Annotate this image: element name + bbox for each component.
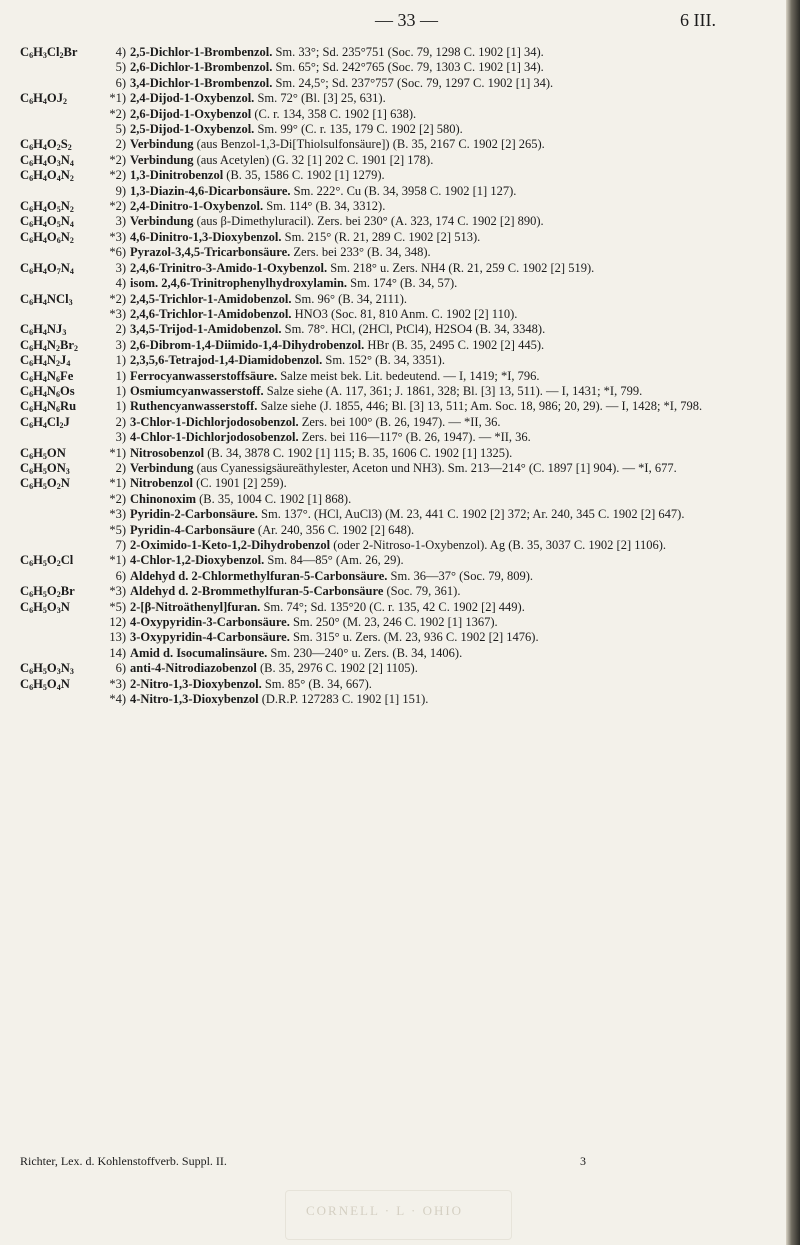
item-number: *3) [109,676,126,691]
item-number: 3) [115,337,126,352]
formula-entry [20,399,765,414]
compound-name: 2-Oximido-1-Keto-1,2-Dihydrobenzol [130,538,331,552]
compound-item [100,307,765,322]
compound-name: 2,6-Dichlor-1-Brombenzol. [130,60,273,75]
item-number: *2) [109,199,126,214]
item-number: *2) [109,291,126,306]
compound-item [100,446,765,461]
compound-details: Salze meist bek. Lit. bedeutend. — I, 1419; *I, 796. [277,368,540,383]
compound-item [100,600,765,615]
formula-entry [20,168,765,199]
formula-entry [20,91,765,137]
compound-details: (Soc. 79, 361). [383,584,461,599]
compound-item [100,384,765,399]
compound-details: Sm. 78°. HCl, (2HCl, PtCl4), H2SO4 (B. 34, 3348). [281,322,546,337]
compound-name: 2-Nitro-1,3-Dioxybenzol. [130,676,262,691]
compound-details: (aus Cyanessigsäureäthylester, Aceton und NH3). Sm. 213—214° (C. 1897 [1] 904). — *I, 677. [193,460,677,475]
item-number: 1) [115,353,126,368]
formula-entry [20,369,765,384]
page-number: — 33 — [375,10,438,30]
item-number: 1) [115,368,126,383]
molecular-formula: $C_6H_5O_2Br$ [20,584,75,600]
compound-item [100,292,765,307]
compound-item [100,261,765,276]
compound-item [100,646,765,661]
molecular-formula: $C_6H_4OJ_2$ [20,91,67,107]
item-number: 1) [115,383,126,398]
molecular-formula: $C_6H_5O_3N$ [20,599,70,615]
compound-name: 2,4,5-Trichlor-1-Amidobenzol. [130,291,292,306]
molecular-formula: $C_6H_3Cl_2Br$ [20,45,78,60]
compound-details: (C. r. 134, 358 C. 1902 [1] 638). [251,106,417,121]
compound-details: Sm. 137°. (HCl, AuCl3) (M. 23, 441 C. 1902 [2] 372; Ar. 240, 345 C. 1902 [2] 647). [257,507,685,522]
compound-details: Sm. 315° u. Zers. (M. 23, 936 C. 1902 [2] 1476). [289,630,539,645]
compound-item [100,492,765,507]
compound-name: Pyrazol-3,4,5-Tricarbonsäure. [130,245,291,260]
page-header [0,6,800,36]
compound-item [100,399,765,414]
compound-details: Zers. bei 116—117° (B. 26, 1947). — *II, 36. [298,430,531,445]
molecular-formula: $C_6H_4NJ_3$ [20,322,67,338]
compound-details: (B. 35, 1004 C. 1902 [1] 868). [196,491,352,506]
compound-name: 2,3,5,6-Tetrajod-1,4-Diamidobenzol. [130,353,323,368]
formula-entry [20,292,765,323]
compound-details: Sm. 230—240° u. Zers. (B. 34, 1406). [267,645,463,660]
molecular-formula: $C_6H_4O_3N_4$ [20,152,74,168]
compound-name: 4-Oxypyridin-3-Carbonsäure. [130,615,290,630]
item-number: 9) [115,183,126,198]
item-number: 3) [115,214,126,229]
formula-entry [20,476,765,553]
compound-details: (C. 1901 [2] 259). [192,476,287,491]
compound-name: Verbindung [130,152,194,167]
item-number: *1) [109,91,126,106]
molecular-formula: $C_6H_4O_6N_2$ [20,229,74,245]
compound-details: HNO3 (Soc. 81, 810 Anm. C. 1902 [2] 110). [291,306,518,321]
formula-entry [20,661,765,676]
item-number: 3) [115,430,126,445]
compound-name: Nitrobenzol [130,476,193,491]
compound-item [100,122,765,137]
compound-details: Sm. 152° (B. 34, 3351). [322,353,445,368]
compound-details: Sm. 72° (Bl. [3] 25, 631). [254,91,386,106]
compound-name: 2,4-Dinitro-1-Oxybenzol. [130,199,264,214]
molecular-formula: $C_6H_5O_3N_3$ [20,661,74,677]
compound-name: Pyridin-4-Carbonsäure [130,522,255,537]
item-number: *1) [109,445,126,460]
compound-details: Sm. 218° u. Zers. NH4 (R. 21, 259 C. 1902 [2] 519). [327,260,595,275]
item-number: 13) [109,630,126,645]
compound-details: HBr (B. 35, 2495 C. 1902 [2] 445). [364,337,545,352]
molecular-formula: $C_6H_4N_6Fe$ [20,368,74,384]
compound-item [100,615,765,630]
compound-item [100,60,765,75]
molecular-formula: $C_6H_4O_2S_2$ [20,137,72,153]
item-number: *5) [109,599,126,614]
item-number: *2) [109,106,126,121]
item-number: 5) [115,60,126,75]
compound-name: 2,4-Dijod-1-Oxybenzol. [130,91,255,106]
stamp-text: CORNELL · L · OHIO [306,1203,464,1218]
compound-name: 3-Oxypyridin-4-Carbonsäure. [130,630,290,645]
compound-item [100,353,765,368]
compound-name: Verbindung [130,137,194,152]
page-edge-shadow [786,0,800,1245]
compound-name: 3,4,5-Trijod-1-Amidobenzol. [130,322,282,337]
compound-details: Salze siehe (A. 117, 361; J. 1861, 328; Bl. [3] 13, 511). — I, 1431; *I, 799. [263,383,643,398]
compound-name: 2,4,6-Trinitro-3-Amido-1-Oxybenzol. [130,260,328,275]
compound-name: 3,4-Dichlor-1-Brombenzol. [130,75,273,90]
formula-entry [20,137,765,152]
item-number: 2) [115,322,126,337]
compound-name: 4-Nitro-1,3-Dioxybenzol [130,692,259,707]
compound-details: Sm. 114° (B. 34, 3312). [263,199,386,214]
item-number: 3) [115,260,126,275]
compound-name: Amid d. Isocumalinsäure. [130,645,268,660]
compound-name: 4-Chlor-1-Dichlorjodosobenzol. [130,430,299,445]
compound-item [100,276,765,291]
compound-item [100,45,765,60]
compound-item [100,168,765,183]
compound-details: (B. 34, 3878 C. 1902 [1] 115; B. 35, 1606 C. 1902 [1] 1325). [204,445,513,460]
compound-name: Chinonoxim [130,491,196,506]
compound-details: (aus Acetylen) (G. 32 [1] 202 C. 1901 [2] 178). [193,152,434,167]
item-number: *3) [109,584,126,599]
compound-name: 4-Chlor-1,2-Dioxybenzol. [130,553,265,568]
compound-name: Osmiumcyanwasserstoff. [130,383,264,398]
compound-details: Zers. bei 100° (B. 26, 1947). — *II, 36. [298,414,501,429]
compound-name: Ruthencyanwasserstoff. [130,399,258,414]
formula-entry [20,677,765,708]
compound-details: Salze siehe (J. 1855, 446; Bl. [3] 13, 511; Am. Soc. 18, 986; 20, 29). — I, 1428; *I, 798. [257,399,703,414]
compound-item [100,415,765,430]
compound-name: 1,3-Dinitrobenzol [130,168,224,183]
compound-item [100,107,765,122]
compound-name: Ferrocyanwasserstoffsäure. [130,368,278,383]
item-number: 2) [115,137,126,152]
item-number: *2) [109,491,126,506]
sheet-number: 3 [580,1154,586,1168]
formula-entry [20,214,765,229]
compound-name: Pyridin-2-Carbonsäure. [130,507,258,522]
formula-entry [20,261,765,292]
compound-item [100,661,765,676]
item-number: 2) [115,460,126,475]
compound-details: Sm. 222°. Cu (B. 34, 3958 C. 1902 [1] 127). [290,183,517,198]
item-number: 12) [109,615,126,630]
compound-item [100,677,765,692]
compound-name: 2-[β-Nitroäthenyl]furan. [130,599,261,614]
compound-item [100,184,765,199]
formula-entry [20,338,765,353]
compound-item [100,584,765,599]
molecular-formula: $C_6H_5O_4N$ [20,676,70,692]
compound-details: (D.R.P. 127283 C. 1902 [1] 151). [258,692,429,707]
compound-details: Sm. 24,5°; Sd. 237°757 (Soc. 79, 1297 C. 1902 [1] 34). [272,75,554,90]
compound-name: 2,6-Dibrom-1,4-Diimido-1,4-Dihydrobenzol. [130,337,365,352]
compound-details: Sm. 174° (B. 34, 57). [347,276,458,291]
item-number: *5) [109,522,126,537]
molecular-formula: $C_6H_4N_6Ru$ [20,399,77,415]
formula-entry [20,584,765,599]
formula-entry [20,461,765,476]
item-number: *3) [109,306,126,321]
compound-item [100,230,765,245]
item-number: 4) [115,276,126,291]
compound-name: Verbindung [130,214,194,229]
compound-item [100,692,765,707]
item-number: *1) [109,553,126,568]
entry-list [20,45,765,707]
compound-details: (Ar. 240, 356 C. 1902 [2] 648). [254,522,415,537]
compound-item [100,476,765,491]
compound-item [100,199,765,214]
compound-details: (oder 2-Nitroso-1-Oxybenzol). Ag (B. 35, 3037 C. 1902 [2] 1106). [330,538,667,552]
item-number: *3) [109,507,126,522]
molecular-formula: $C_6H_5ON_3$ [20,460,70,476]
formula-entry [20,415,765,446]
item-number: *2) [109,168,126,183]
compound-item [100,553,765,568]
item-number: *2) [109,152,126,167]
compound-details: Sm. 33°; Sd. 235°751 (Soc. 79, 1298 C. 1902 [1] 34). [272,45,544,59]
compound-name: 3-Chlor-1-Dichlorjodosobenzol. [130,414,299,429]
formula-entry [20,384,765,399]
footer-source: Richter, Lex. d. Kohlenstoffverb. Suppl. II. [20,1154,227,1168]
compound-name: Aldehyd d. 2-Brommethylfuran-5-Carbonsäure [130,584,384,599]
compound-item [100,430,765,445]
item-number: *6) [109,245,126,260]
compound-details: Zers. bei 233° (B. 34, 348). [290,245,431,260]
formula-entry [20,600,765,662]
molecular-formula: $C_6H_4N_6Os$ [20,383,75,399]
formula-entry [20,153,765,168]
compound-details: Sm. 250° (M. 23, 246 C. 1902 [1] 1367). [289,615,498,630]
item-number: *3) [109,229,126,244]
molecular-formula: $C_6H_4O_5N_2$ [20,199,74,215]
compound-details: (aus Benzol-1,3-Di[Thiolsulfonsäure]) (B. 35, 2167 C. 1902 [2] 265). [193,137,545,152]
compound-name: 2,4,6-Trichlor-1-Amidobenzol. [130,306,292,321]
compound-item [100,569,765,584]
compound-item [100,538,765,553]
compound-item [100,507,765,522]
item-number: *4) [109,692,126,707]
item-number: 4) [115,45,126,59]
compound-item [100,369,765,384]
compound-item [100,322,765,337]
compound-item [100,153,765,168]
item-number: 2) [115,414,126,429]
item-number: 6) [115,568,126,583]
item-number: 7) [115,538,126,552]
compound-details: Sm. 74°; Sd. 135°20 (C. r. 135, 42 C. 1902 [2] 449). [260,599,525,614]
item-number: 5) [115,122,126,137]
compound-item [100,137,765,152]
formula-entry [20,353,765,368]
compound-item [100,630,765,645]
compound-item [100,461,765,476]
compound-details: (B. 35, 1586 C. 1902 [1] 1279). [223,168,385,183]
library-stamp [285,1190,512,1240]
compound-details: (B. 35, 2976 C. 1902 [2] 1105). [256,661,418,676]
molecular-formula: $C_6H_4Cl_2J$ [20,414,70,430]
compound-name: Aldehyd d. 2-Chlormethylfuran-5-Carbonsäure. [130,568,388,583]
compound-details: Sm. 99° (C. r. 135, 179 C. 1902 [2] 580). [254,122,463,137]
compound-name: anti-4-Nitrodiazobenzol [130,661,257,676]
item-number: 1) [115,399,126,414]
compound-name: 2,6-Dijod-1-Oxybenzol [130,106,252,121]
compound-item [100,245,765,260]
compound-item [100,338,765,353]
formula-entry [20,230,765,261]
molecular-formula: $C_6H_5O_2N$ [20,476,70,492]
compound-item [100,91,765,106]
item-number: 6) [115,661,126,676]
formula-entry [20,45,765,91]
molecular-formula: $C_6H_5ON$ [20,445,66,461]
compound-name: 2,5-Dijod-1-Oxybenzol. [130,122,255,137]
molecular-formula: $C_6H_5O_2Cl$ [20,553,74,569]
molecular-formula: $C_6H_4N_2Br_2$ [20,337,79,353]
page-footer [20,1154,765,1169]
compound-name: 2,5-Dichlor-1-Brombenzol. [130,45,273,59]
formula-entry [20,322,765,337]
formula-entry [20,199,765,214]
compound-details: (aus β-Dimethyluracil). Zers. bei 230° (A. 323, 174 C. 1902 [2] 890). [193,214,544,229]
compound-name: 4,6-Dinitro-1,3-Dioxybenzol. [130,229,282,244]
item-number: 14) [109,645,126,660]
item-number: *1) [109,476,126,491]
formula-entry [20,553,765,584]
item-number: 6) [115,75,126,90]
compound-name: Nitrosobenzol [130,445,205,460]
molecular-formula: $C_6H_4N_2J_4$ [20,353,71,369]
molecular-formula: $C_6H_4O_4N_2$ [20,168,74,184]
compound-item [100,523,765,538]
compound-name: Verbindung [130,460,194,475]
compound-item [100,76,765,91]
compound-name: isom. 2,4,6-Trinitrophenylhydroxylamin. [130,276,348,291]
compound-details: Sm. 96° (B. 34, 2111). [291,291,407,306]
section-marker: 6 III. [680,10,716,30]
formula-entry [20,446,765,461]
compound-item [100,214,765,229]
compound-details: Sm. 215° (R. 21, 289 C. 1902 [2] 513). [281,229,481,244]
compound-details: Sm. 36—37° (Soc. 79, 809). [387,568,534,583]
compound-name: 1,3-Diazin-4,6-Dicarbonsäure. [130,183,291,198]
compound-details: Sm. 85° (B. 34, 667). [261,676,372,691]
molecular-formula: $C_6H_4O_7N_4$ [20,260,74,276]
molecular-formula: $C_6H_4O_5N_4$ [20,214,74,230]
compound-details: Sm. 65°; Sd. 242°765 (Soc. 79, 1303 C. 1902 [1] 34). [272,60,544,75]
molecular-formula: $C_6H_4NCl_3$ [20,291,73,307]
compound-details: Sm. 84—85° (Am. 26, 29). [264,553,404,568]
